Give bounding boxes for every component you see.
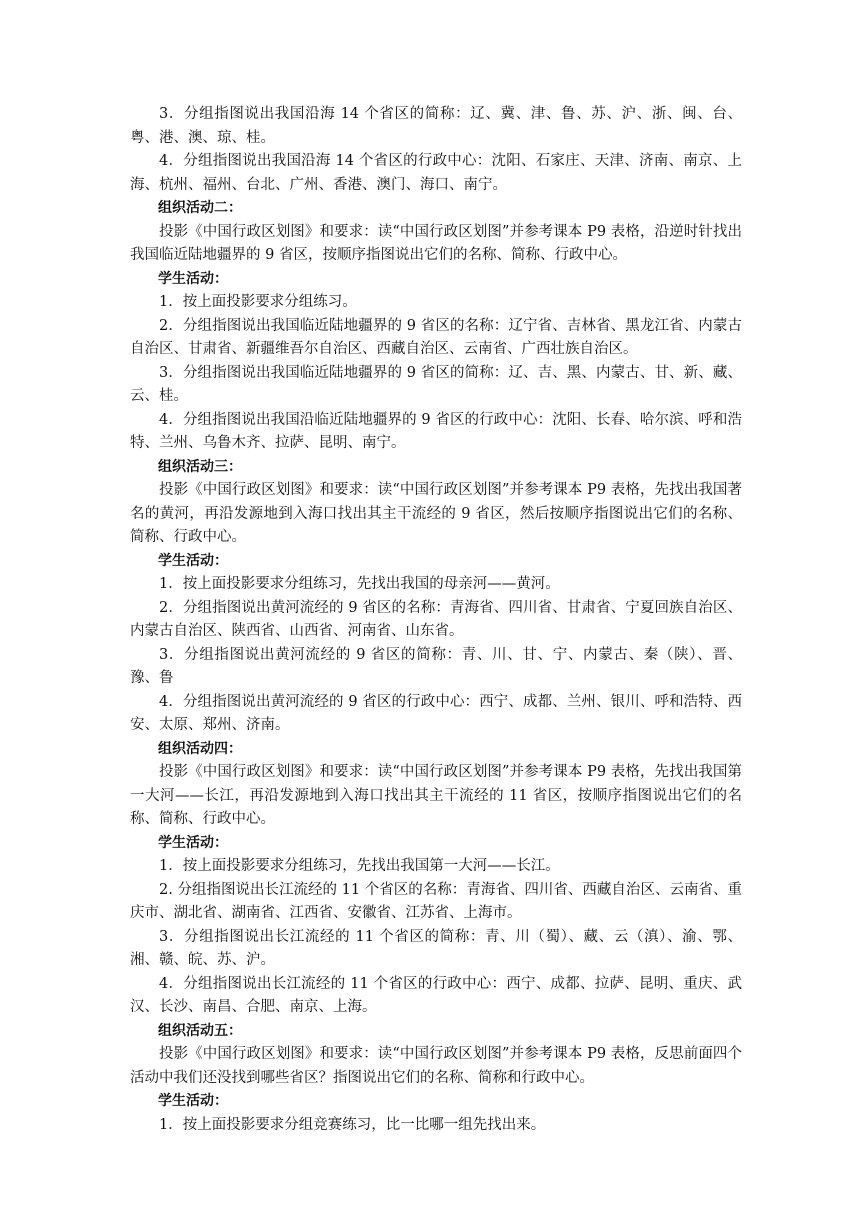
paragraph: 4．分组指图说出黄河流经的 9 省区的行政中心：西宁、成都、兰州、银川、呼和浩特、西安、太原、郑州、济南。 — [130, 693, 742, 733]
paragraph: 投影《中国行政区划图》和要求：读“中国行政区划图”并参考课本 P9 表格，先找出我国著名的黄河，再沿发源地到入海口找出其主干流经的 9 省区，然后按顺序指图说出它们的名称、简称、行政中心。 — [130, 482, 742, 545]
paragraph: 1．按上面投影要求分组练习。 — [159, 294, 357, 310]
paragraph: 2．分组指图说出我国临近陆地疆界的 9 省区的名称：辽宁省、吉林省、黑龙江省、内蒙古自治区、甘肃省、新疆维吾尔自治区、西藏自治区、云南省、广西壮族自治区。 — [130, 317, 742, 357]
section-heading: 学生活动： — [158, 270, 228, 287]
paragraph: 3．分组指图说出我国临近陆地疆界的 9 省区的简称：辽、吉、黑、内蒙古、甘、新、藏、云、桂。 — [130, 364, 742, 404]
paragraph: 3．分组指图说出黄河流经的 9 省区的简称：青、川、甘、宁、内蒙古、秦（陕）、晋、豫、鲁 — [130, 646, 742, 686]
paragraph: 1．按上面投影要求分组竞赛练习，比一比哪一组先找出来。 — [159, 1116, 546, 1133]
paragraph: 3．分组指图说出长江流经的 11 个省区的简称：青、川（蜀）、藏、云（滇）、渝、鄂、湘、赣、皖、苏、沪。 — [130, 928, 742, 968]
section-heading: 组织活动五： — [158, 1022, 242, 1039]
paragraph: 投影《中国行政区划图》和要求：读“中国行政区划图”并参考课本 P9 表格，先找出我国第一大河——长江，再沿发源地到入海口找出其主干流经的 11 省区，按顺序指图说出它们的名称、简称、行政中心。 — [130, 764, 742, 827]
paragraph: 4．分组指图说出我国沿海 14 个省区的行政中心：沈阳、石家庄、天津、济南、南京、上海、杭州、福州、台北、广州、香港、澳门、海口、南宁。 — [130, 153, 742, 193]
paragraph: 投影《中国行政区划图》和要求：读“中国行政区划图”并参考课本 P9 表格，沿逆时针找出我国临近陆地疆界的 9 省区，按顺序指图说出它们的名称、简称、行政中心。 — [130, 223, 742, 263]
section-heading: 学生活动： — [158, 552, 228, 569]
paragraph: 2．分组指图说出黄河流经的 9 省区的名称：青海省、四川省、甘肃省、宁夏回族自治区、内蒙古自治区、陕西省、山西省、河南省、山东省。 — [130, 599, 742, 639]
paragraph: 1．按上面投影要求分组练习，先找出我国第一大河——长江。 — [159, 858, 560, 874]
paragraph: 1．按上面投影要求分组练习，先找出我国的母亲河——黄河。 — [159, 576, 560, 592]
section-heading: 组织活动二： — [158, 200, 242, 216]
section-heading: 学生活动： — [158, 1093, 228, 1109]
paragraph: 投影《中国行政区划图》和要求：读“中国行政区划图”并参考课本 P9 表格，反思前面四个活动中我们还没找到哪些省区？指图说出它们的名称、简称和行政中心。 — [130, 1046, 742, 1086]
paragraph: 4．分组指图说出我国沿临近陆地疆界的 9 省区的行政中心：沈阳、长春、哈尔滨、呼和浩特、兰州、乌鲁木齐、拉萨、昆明、南宁。 — [130, 411, 742, 451]
paragraph: 2. 分组指图说出长江流经的 11 个省区的名称：青海省、四川省、西藏自治区、云南省、重庆市、湖北省、湖南省、江西省、安徽省、江苏省、上海市。 — [130, 881, 742, 921]
section-heading: 学生活动： — [158, 834, 228, 851]
paragraph: 3．分组指图说出我国沿海 14 个省区的简称：辽、冀、津、鲁、苏、沪、浙、闽、台、粤、港、澳、琼、桂。 — [130, 106, 742, 146]
paragraph: 4．分组指图说出长江流经的 11 个省区的行政中心：西宁、成都、拉萨、昆明、重庆、武汉、长沙、南昌、合肥、南京、上海。 — [130, 975, 742, 1015]
section-heading: 组织活动四： — [158, 740, 242, 757]
document-page — [130, 103, 742, 1137]
section-heading: 组织活动三： — [158, 458, 242, 475]
